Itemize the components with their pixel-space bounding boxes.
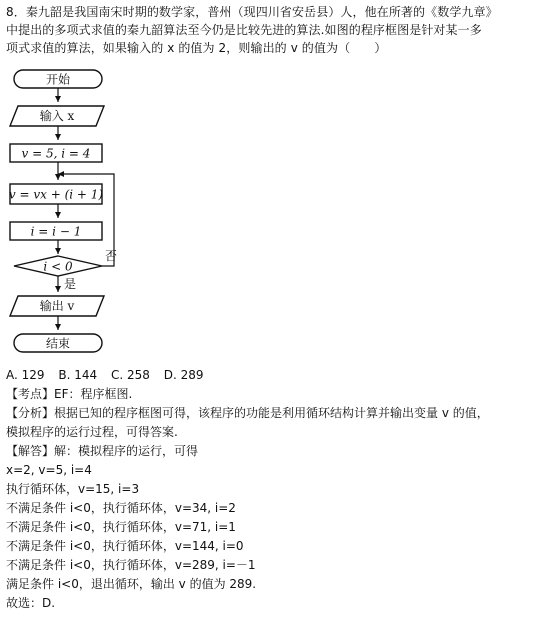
- answer-options: [6, 366, 213, 384]
- solution-text: [6, 385, 550, 613]
- solution-line: 模拟程序的运行过程，可得答案.: [6, 425, 178, 439]
- decrement-label: i = i − 1: [30, 224, 82, 239]
- option-d: D. 289: [163, 368, 204, 382]
- option-b: B. 144: [58, 368, 98, 382]
- solution-line: x=2, v=5, i=4: [6, 463, 92, 477]
- question-line: 8．秦九韶是我国南宋时期的数学家，普州（现四川省安岳县）人，他在所著的《数学九章》: [6, 5, 498, 19]
- option-c: C. 258: [110, 368, 150, 382]
- solution-line: 【考点】EF：程序框图.: [6, 387, 133, 401]
- init-label: v = 5, i = 4: [21, 146, 91, 161]
- solution-line: 不满足条件 i<0，执行循环体，v=144, i=0: [6, 539, 244, 553]
- solution-line: 执行循环体，v=15, i=3: [6, 482, 140, 496]
- question-line: 中提出的多项式求值的秦九韶算法至今仍是比较先进的算法.如图的程序框图是针对某一多: [6, 23, 482, 37]
- end-label: 结束: [45, 336, 71, 351]
- question-text: [6, 3, 550, 57]
- solution-line: 不满足条件 i<0，执行循环体，v=289, i=－1: [6, 558, 256, 572]
- solution-line: 满足条件 i<0，退出循环，输出 v 的值为 289.: [6, 577, 257, 591]
- input-label: 输入 x: [39, 109, 75, 123]
- solution-line: 不满足条件 i<0，执行循环体，v=71, i=1: [6, 520, 236, 534]
- output-label: 输出 v: [39, 299, 75, 313]
- solution-line: 故选：D.: [6, 596, 56, 610]
- flowchart: [4, 62, 124, 362]
- no-label: 否: [105, 249, 118, 263]
- solution-line: 不满足条件 i<0，执行循环体，v=34, i=2: [6, 501, 236, 515]
- option-a: A. 129: [6, 368, 45, 382]
- flowchart-diagram: [4, 62, 124, 362]
- solution-line: 【分析】根据已知的程序框图可得，该程序的功能是利用循环结构计算并输出变量 v 的值，: [6, 406, 489, 420]
- condition-label: i < 0: [43, 259, 73, 274]
- yes-label: 是: [64, 277, 77, 291]
- start-label: 开始: [45, 72, 71, 87]
- solution-line: 【解答】解：模拟程序的运行，可得: [6, 444, 199, 458]
- question-line: 项式求值的算法，如果输入的 x 的值为 2，则输出的 v 的值为（ ）: [6, 41, 387, 55]
- update-label: v = vx + (i + 1): [8, 187, 104, 202]
